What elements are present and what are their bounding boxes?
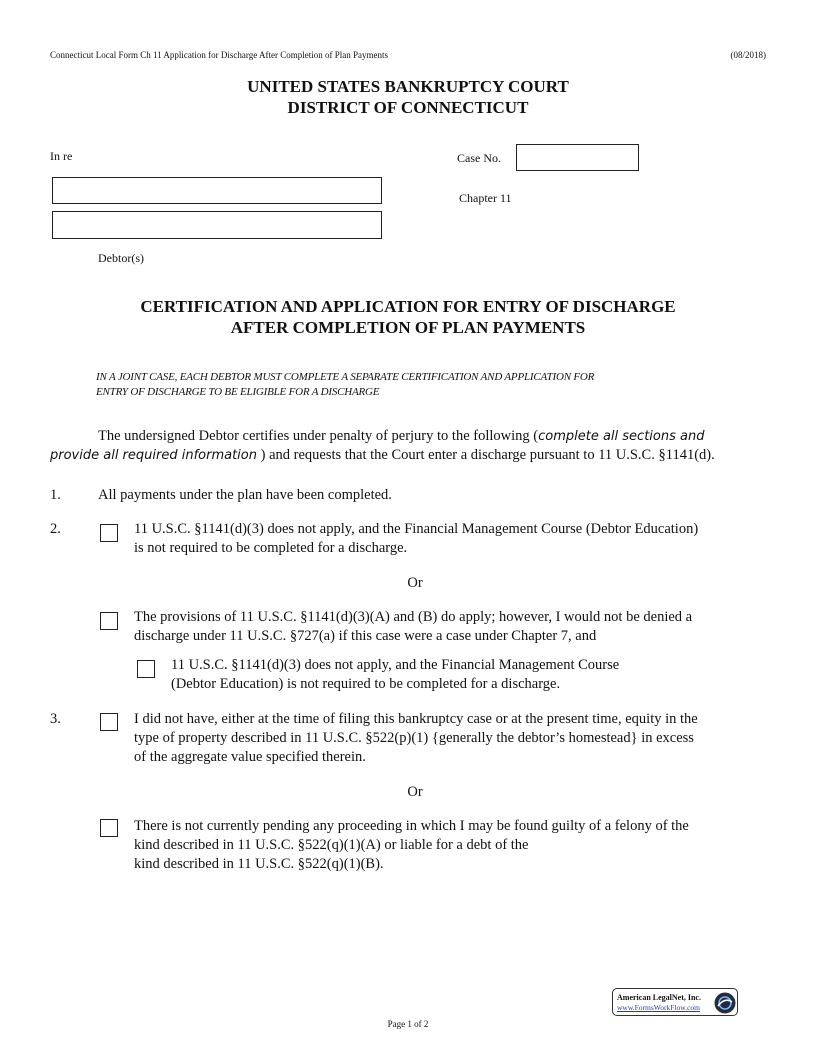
intro-italic-1: complete all sections and — [538, 429, 705, 444]
item-2-option-b-sub-checkbox[interactable] — [137, 660, 155, 678]
item-2-option-a-line-1: 11 U.S.C. §1141(d)(3) does not apply, and the Financial Management Course (Debtor Education) — [134, 521, 699, 537]
item-2-option-b-sub-line-1: 11 U.S.C. §1141(d)(3) does not apply, and the Financial Management Course — [171, 657, 620, 673]
debtor-name-field-1[interactable] — [52, 177, 382, 204]
item-2-option-b-line-1: The provisions of 11 U.S.C. §1141(d)(3)(A) and (B) do apply; however, I would not be denied a — [134, 609, 693, 625]
item-2-option-a-text — [134, 520, 698, 558]
intro-line-1 — [98, 427, 704, 446]
item-3-option-b-line-1: There is not currently pending any proceeding in which I may be found guilty of a felony of the — [134, 818, 689, 834]
item-2-option-a-line-2: is not required to be completed for a discharge. — [134, 540, 408, 556]
item-2-option-b-sub-text — [171, 656, 619, 694]
item-2-option-b-line-2: discharge under 11 U.S.C. §727(a) if this case were a case under Chapter 7, and — [134, 628, 597, 644]
item-3-or: Or — [407, 784, 423, 800]
item-1-number: 1. — [50, 487, 61, 503]
chapter-label: Chapter 11 — [459, 191, 512, 205]
intro-line-2 — [50, 446, 715, 465]
vendor-logo — [612, 988, 738, 1016]
item-2-option-b-text — [134, 608, 692, 646]
document-title-line-2: AFTER COMPLETION OF PLAN PAYMENTS — [230, 318, 586, 337]
page-number: Page 1 of 2 — [387, 1019, 429, 1029]
debtor-name-field-2[interactable] — [52, 211, 382, 239]
item-3-option-a-line-3: of the aggregate value specified therein. — [134, 749, 366, 765]
debtor-name-2-value — [53, 212, 381, 222]
item-3-option-b-line-3: kind described in 11 U.S.C. §522(q)(1)(B). — [134, 856, 384, 872]
item-3-option-a-line-2: type of property described in 11 U.S.C. §522(p)(1) {generally the debtor’s homestead} in excess — [134, 730, 694, 746]
item-3-option-b-line-2: kind described in 11 U.S.C. §522(q)(1)(A) or liable for a debt of the — [134, 837, 529, 853]
in-re-label: In re — [50, 149, 73, 163]
item-3-option-b-text — [134, 817, 689, 874]
intro-italic-2: provide all required information — [50, 448, 257, 463]
item-2-option-b-checkbox[interactable] — [100, 612, 118, 630]
item-3-option-a-line-1: I did not have, either at the time of filing this bankruptcy case or at the present time, equity in the — [134, 711, 698, 727]
case-no-label: Case No. — [457, 151, 501, 165]
item-2-number: 2. — [50, 521, 61, 537]
intro-part-1: The undersigned Debtor certifies under penalty of perjury to the following ( — [98, 428, 539, 444]
notice-line-2: ENTRY OF DISCHARGE TO BE ELIGIBLE FOR A DISCHARGE — [96, 386, 380, 398]
joint-case-notice — [96, 370, 594, 400]
case-no-value — [517, 145, 638, 155]
item-3-number: 3. — [50, 711, 61, 727]
item-3-option-a-text — [134, 710, 698, 767]
item-3-option-b-checkbox[interactable] — [100, 819, 118, 837]
vendor-globe-icon — [713, 991, 737, 1015]
debtor-name-1-value — [53, 178, 381, 188]
form-date: (08/2018) — [730, 50, 766, 60]
item-2-option-b-sub-line-2: (Debtor Education) is not required to be completed for a discharge. — [171, 676, 561, 692]
court-name — [0, 76, 816, 118]
vendor-url[interactable]: www.FormsWorkFlow.com — [617, 1003, 701, 1012]
case-no-field[interactable] — [516, 144, 639, 171]
item-3-option-a-checkbox[interactable] — [100, 713, 118, 731]
form-name: Connecticut Local Form Ch 11 Application for Discharge After Completion of Plan Payments — [50, 50, 388, 60]
vendor-name: American LegalNet, Inc. — [617, 993, 701, 1002]
item-2-option-a-checkbox[interactable] — [100, 524, 118, 542]
item-1-text: All payments under the plan have been completed. — [98, 487, 392, 503]
document-title-line-1: CERTIFICATION AND APPLICATION FOR ENTRY OF DISCHARGE — [140, 297, 676, 316]
court-line-2: DISTRICT OF CONNECTICUT — [287, 98, 529, 117]
item-2-or: Or — [407, 575, 423, 591]
notice-line-1: IN A JOINT CASE, EACH DEBTOR MUST COMPLETE A SEPARATE CERTIFICATION AND APPLICATION FOR — [96, 371, 595, 383]
debtors-label: Debtor(s) — [98, 251, 144, 265]
court-line-1: UNITED STATES BANKRUPTCY COURT — [247, 77, 569, 96]
intro-part-2: ) and requests that the Court enter a discharge pursuant to 11 U.S.C. §1141(d). — [257, 447, 715, 463]
document-title — [0, 296, 816, 338]
